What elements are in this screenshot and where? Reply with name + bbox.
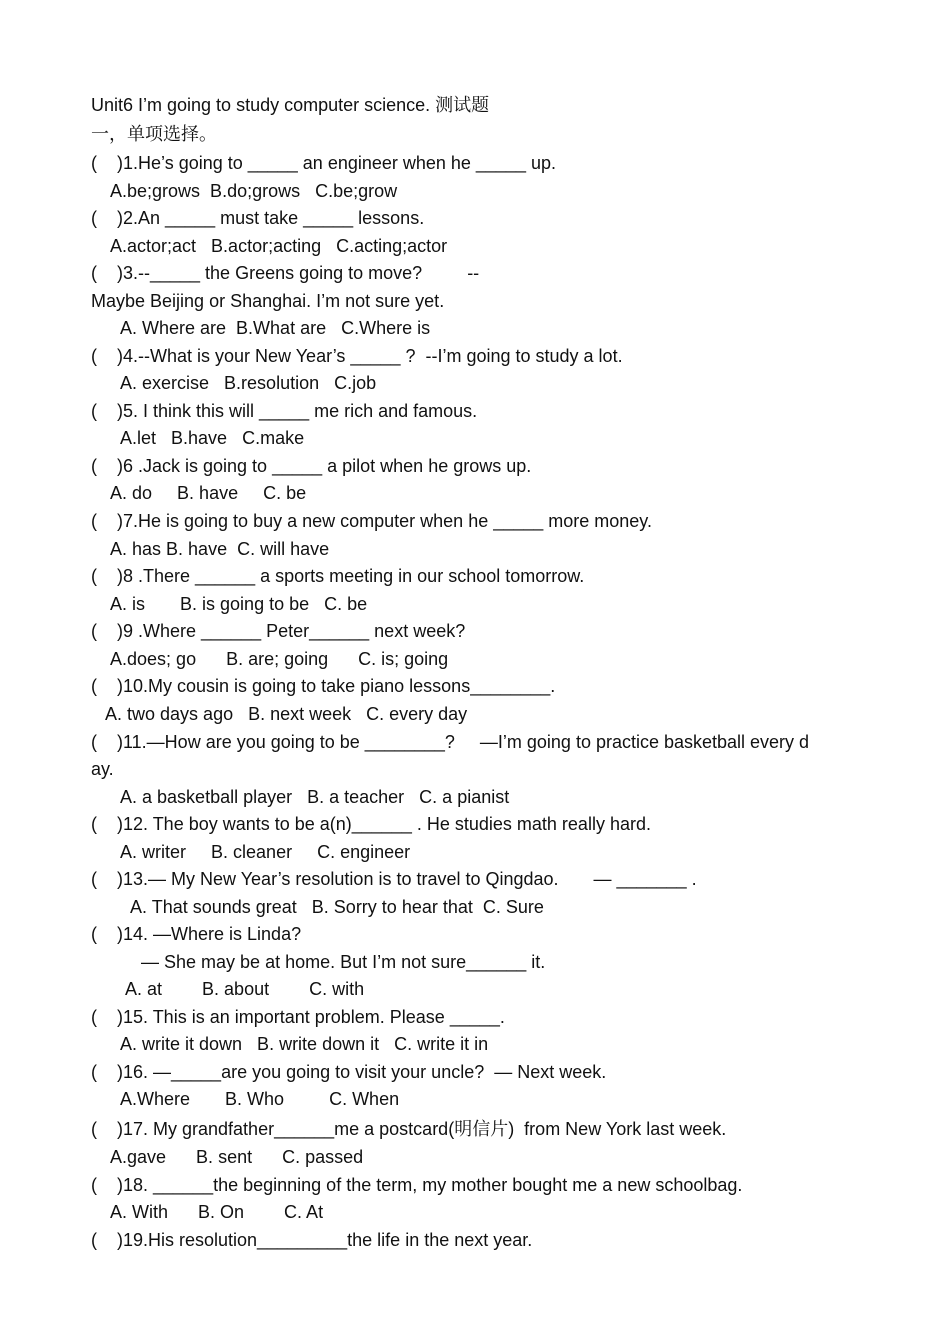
- answer-options-line: — She may be at home. But I’m not sure______ it.: [91, 952, 546, 972]
- answer-options-line: A.does; go B. are; going C. is; going: [91, 649, 449, 669]
- question-line: ( )7.He is going to buy a new computer when he _____ more money.: [91, 511, 652, 531]
- answer-options-line: A. do B. have C. be: [91, 483, 307, 503]
- answer-options-line: A. With B. On C. At: [91, 1202, 324, 1222]
- answer-options-line: A. is B. is going to be C. be: [91, 594, 368, 614]
- answer-options-line: A.gave B. sent C. passed: [91, 1147, 364, 1167]
- question-line: ( )9 .Where ______ Peter______ next week?: [91, 621, 466, 641]
- answer-options-line: A. a basketball player B. a teacher C. a pianist: [91, 787, 510, 807]
- answer-options-line: A. two days ago B. next week C. every day: [91, 704, 468, 724]
- question-line: ( )2.An _____ must take _____ lessons.: [91, 208, 425, 228]
- answer-options-line: A.actor;act B.actor;acting C.acting;actor: [91, 236, 448, 256]
- question-line: ( )4.--What is your New Year’s _____ ? --I’m going to study a lot.: [91, 346, 623, 366]
- section-heading: 一，单项选择。: [91, 124, 217, 144]
- question-line: ( )16. —_____are you going to visit your uncle? — Next week.: [91, 1062, 607, 1082]
- question-line: ( )3.--_____ the Greens going to move? --: [91, 263, 480, 283]
- question-line: ( )18. ______the beginning of the term, my mother bought me a new schoolbag.: [91, 1175, 743, 1195]
- answer-options-line: A. has B. have C. will have: [91, 539, 330, 559]
- question-line: ( )14. —Where is Linda?: [91, 924, 302, 944]
- answer-options-line: A. writer B. cleaner C. engineer: [91, 842, 411, 862]
- answer-options-line: A.be;grows B.do;grows C.be;grow: [91, 181, 398, 201]
- question-line: ( )10.My cousin is going to take piano lessons________.: [91, 676, 556, 696]
- question-line: ( )15. This is an important problem. Please _____.: [91, 1007, 505, 1027]
- answer-options-line: Maybe Beijing or Shanghai. I’m not sure yet.: [91, 291, 445, 311]
- question-line: ( )12. The boy wants to be a(n)______ . He studies math really hard.: [91, 814, 651, 834]
- answer-options-line: A.let B.have C.make: [91, 428, 305, 448]
- answer-options-line: A.Where B. Who C. When: [91, 1089, 400, 1109]
- question-line: ( )19.His resolution_________the life in the next year.: [91, 1230, 533, 1250]
- question-line: ( )5. I think this will _____ me rich and famous.: [91, 401, 478, 421]
- question-line: ( )6 .Jack is going to _____ a pilot when he grows up.: [91, 456, 532, 476]
- question-line: ( )1.He’s going to _____ an engineer when he _____ up.: [91, 153, 557, 173]
- answer-options-line: A. write it down B. write down it C. write it in: [91, 1034, 489, 1054]
- question-line: ( )13.— My New Year’s resolution is to travel to Qingdao. — _______ .: [91, 869, 697, 889]
- answer-options-line: A. Where are B.What are C.Where is: [91, 318, 431, 338]
- question-line: ( )17. My grandfather______me a postcard(明信片) from New York last week.: [91, 1119, 727, 1139]
- question-line: ( )8 .There ______ a sports meeting in our school tomorrow.: [91, 566, 585, 586]
- answer-options-line: A. exercise B.resolution C.job: [91, 373, 377, 393]
- question-line: ( )11.—How are you going to be ________? —I’m going to practice basketball every d: [91, 732, 810, 752]
- answer-options-line: ay.: [91, 759, 114, 779]
- answer-options-line: A. That sounds great B. Sorry to hear that C. Sure: [91, 897, 544, 917]
- answer-options-line: A. at B. about C. with: [91, 979, 365, 999]
- page-title: Unit6 I’m going to study computer science. 测试题: [91, 95, 490, 115]
